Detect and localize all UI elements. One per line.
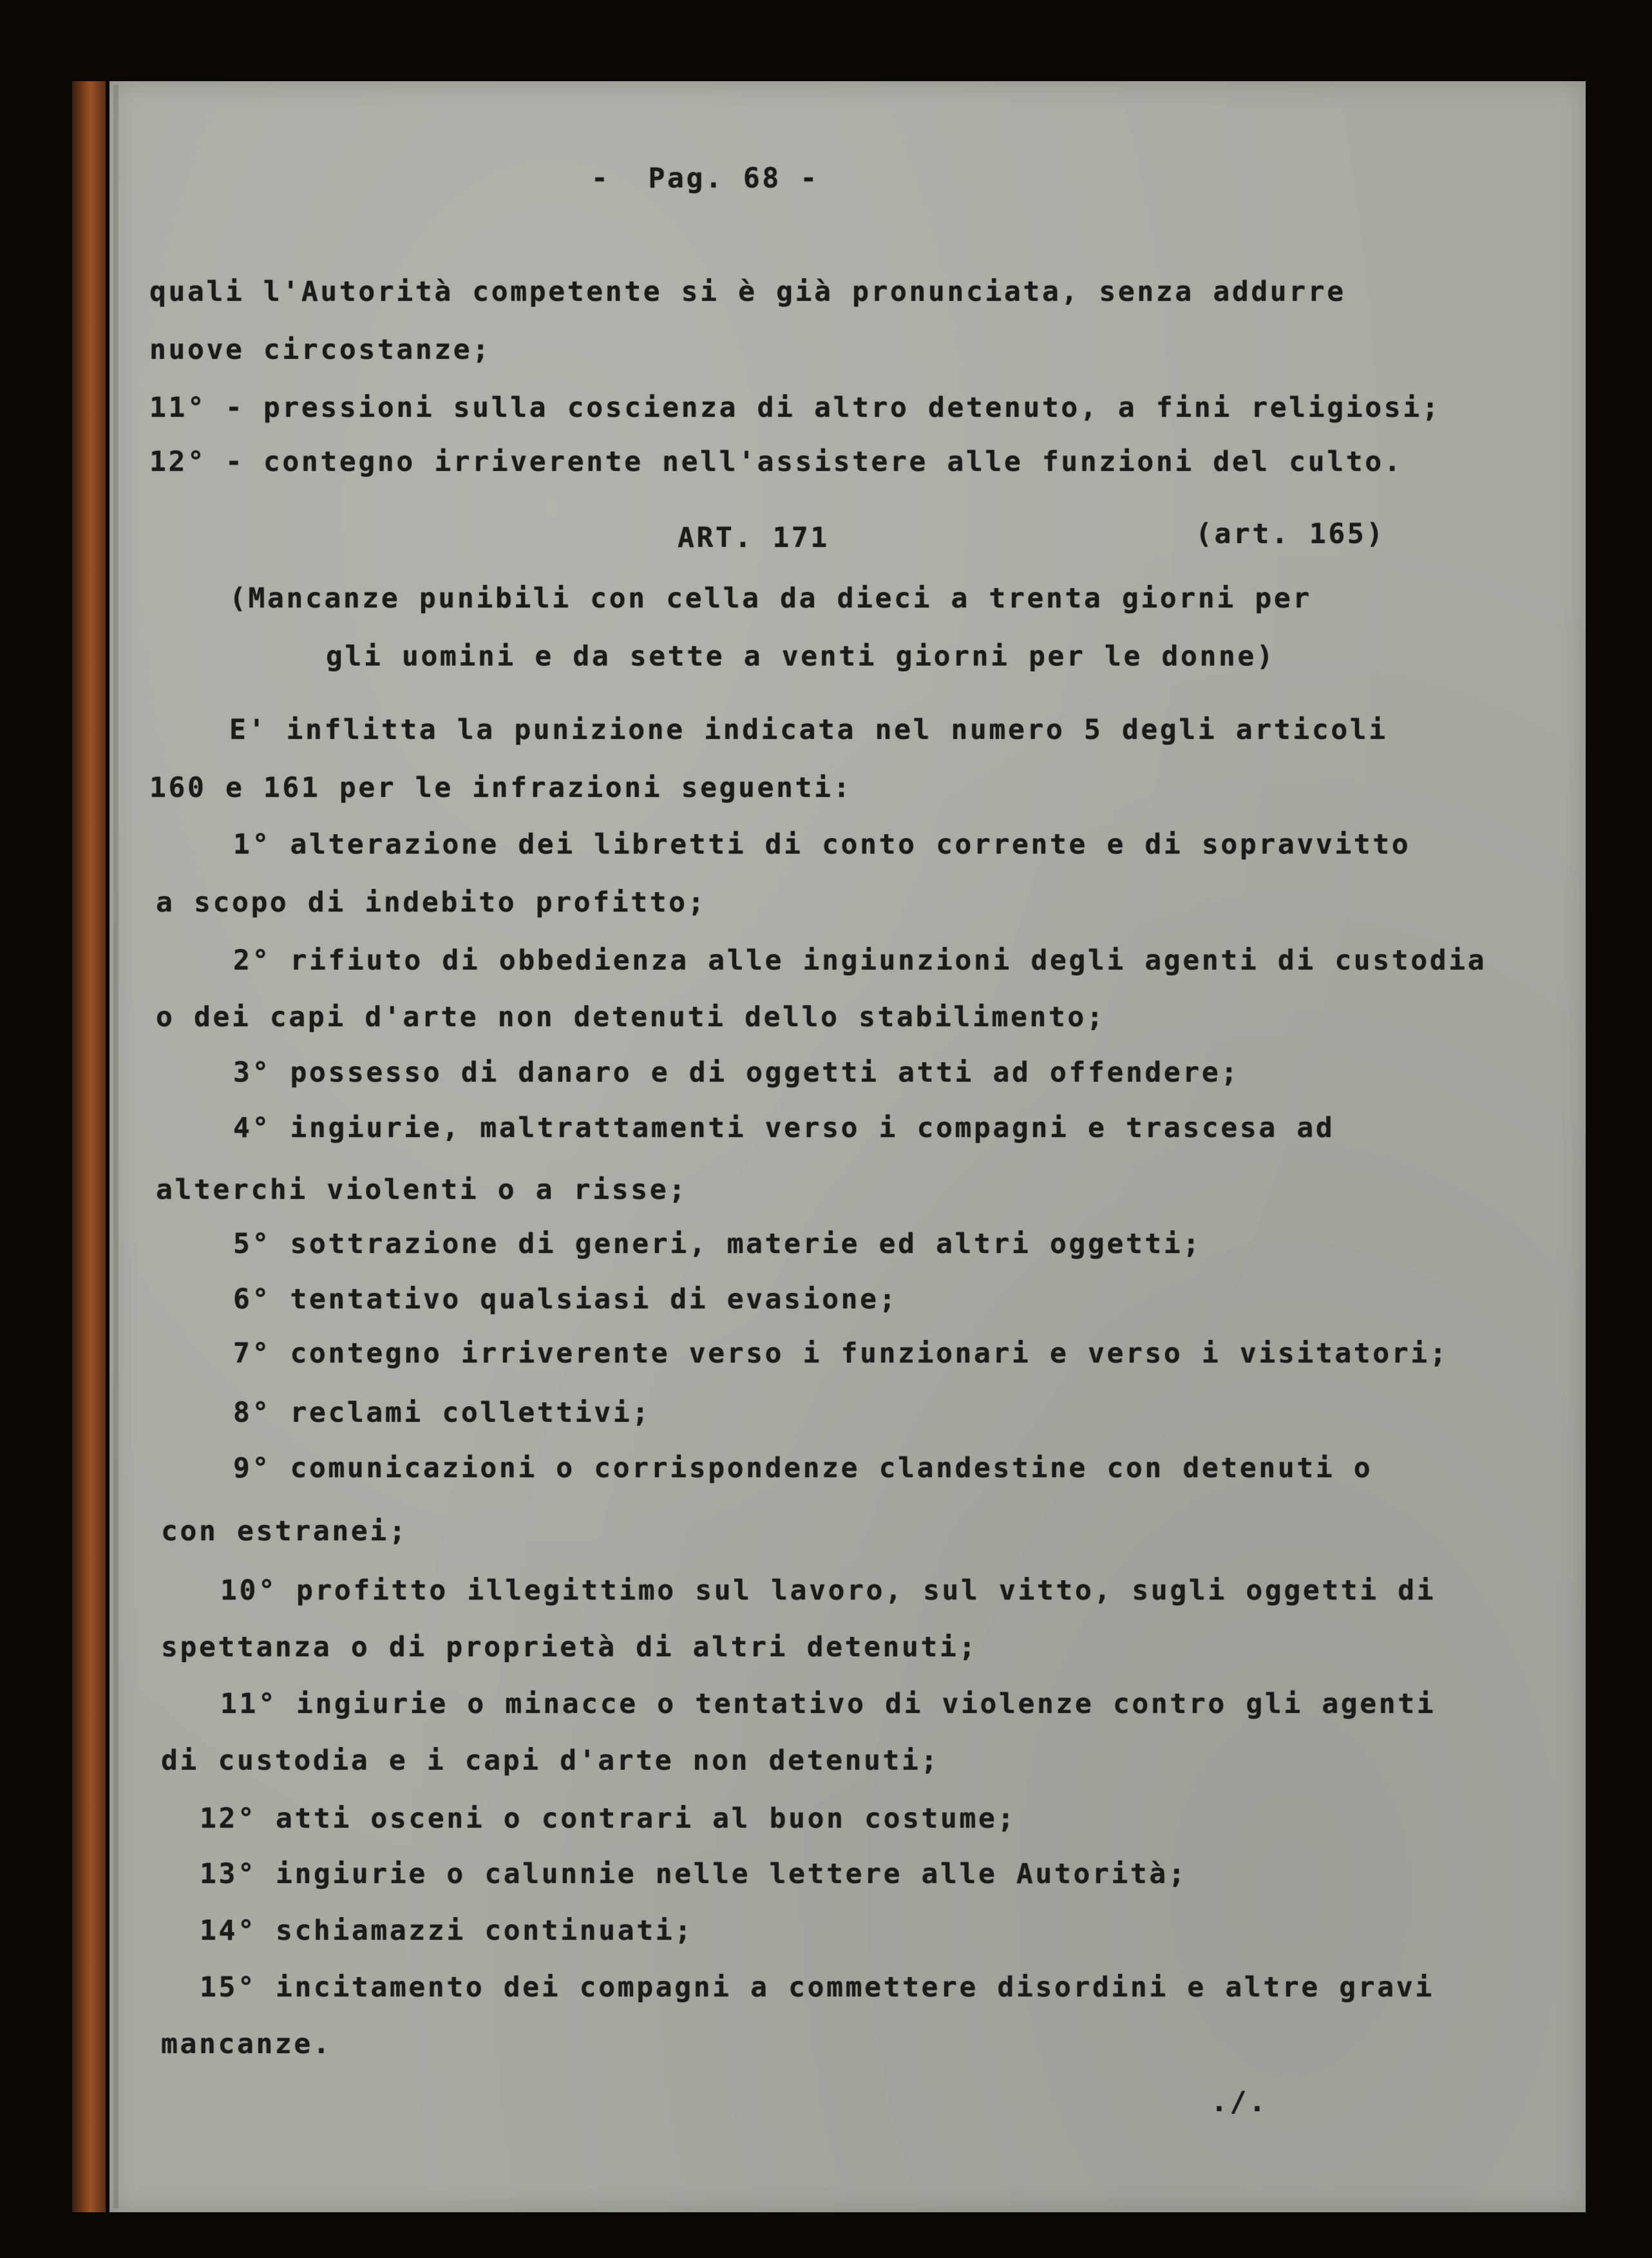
- text-line: mancanze.: [161, 2028, 332, 2060]
- page-edge-shadow: [113, 85, 119, 2208]
- text-line: o dei capi d'arte non detenuti dello stabilimento;: [156, 1001, 1106, 1033]
- text-line: alterchi violenti o a risse;: [156, 1174, 688, 1206]
- article-reference: (art. 165): [1195, 518, 1385, 550]
- list-item: 1° alterazione dei libretti di conto corrente e di sopravvitto: [233, 828, 1411, 861]
- list-item: 11° - pressioni sulla coscienza di altro detenuto, a fini religiosi;: [149, 392, 1441, 424]
- list-item: 15° incitamento dei compagni a commettere disordini e altre gravi: [200, 1971, 1434, 2004]
- text-line: a scopo di indebito profitto;: [156, 886, 707, 919]
- continuation-mark: ./.: [1211, 2086, 1268, 2118]
- page-number: - Pag. 68 -: [591, 162, 819, 195]
- list-item: 7° contegno irriverente verso i funzionari e verso i visitatori;: [233, 1337, 1449, 1370]
- list-item: 8° reclami collettivi;: [233, 1397, 651, 1429]
- document-binding: [72, 81, 106, 2212]
- list-item: 3° possesso di danaro e di oggetti atti ad offendere;: [233, 1057, 1240, 1089]
- article-title: ART. 171: [678, 522, 830, 554]
- list-item: 6° tentativo qualsiasi di evasione;: [233, 1283, 898, 1316]
- list-item: 11° ingiurie o minacce o tentativo di violenze contro gli agenti: [220, 1688, 1436, 1720]
- text-line: di custodia e i capi d'arte non detenuti;: [161, 1745, 940, 1777]
- text-line: quali l'Autorità competente si è già pronunciata, senza addurre: [149, 276, 1346, 308]
- text-line: con estranei;: [161, 1515, 408, 1547]
- list-item: 12° - contegno irriverente nell'assistere alle funzioni del culto.: [149, 446, 1403, 478]
- list-item: 10° profitto illegittimo sul lavoro, sul vitto, sugli oggetti di: [220, 1574, 1436, 1607]
- list-item: 9° comunicazioni o corrispondenze clandestine con detenuti o: [233, 1452, 1373, 1484]
- text-line: nuove circostanze;: [149, 334, 491, 366]
- article-subtitle: (Mancanze punibili con cella da dieci a trenta giorni per: [229, 582, 1312, 615]
- text-line: spettanza o di proprietà di altri detenuti;: [161, 1631, 978, 1663]
- list-item: 4° ingiurie, maltrattamenti verso i compagni e trascesa ad: [233, 1112, 1335, 1144]
- list-item: 14° schiamazzi continuati;: [200, 1915, 694, 1947]
- text-line: E' inflitta la punizione indicata nel numero 5 degli articoli: [229, 714, 1388, 746]
- list-item: 5° sottrazione di generi, materie ed altri oggetti;: [233, 1228, 1202, 1260]
- list-item: 12° atti osceni o contrari al buon costume;: [200, 1803, 1016, 1835]
- article-subtitle: gli uomini e da sette a venti giorni per le donne): [326, 640, 1276, 673]
- list-item: 2° rifiuto di obbedienza alle ingiunzioni degli agenti di custodia: [233, 944, 1487, 977]
- text-line: 160 e 161 per le infrazioni seguenti:: [149, 772, 853, 804]
- list-item: 13° ingiurie o calunnie nelle lettere alle Autorità;: [200, 1858, 1188, 1890]
